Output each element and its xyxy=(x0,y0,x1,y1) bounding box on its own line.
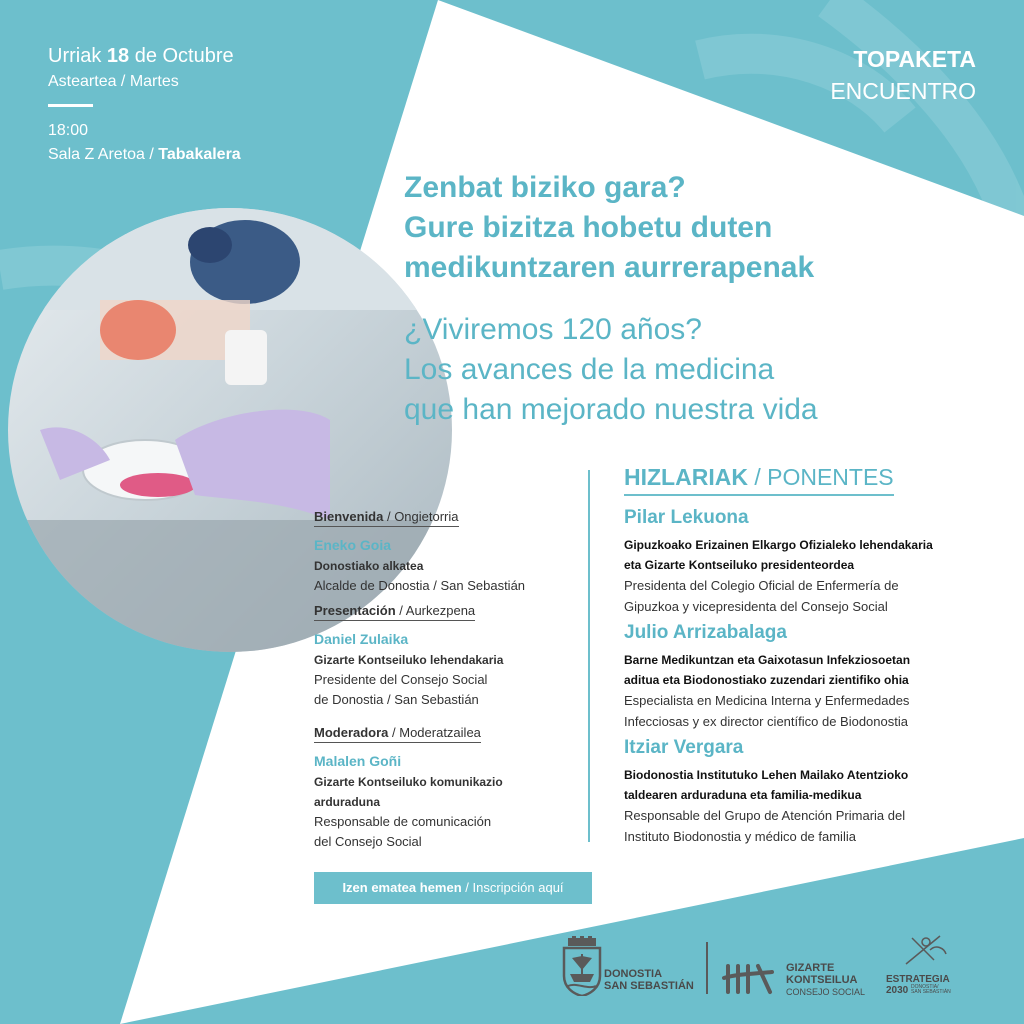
event-weekday: Asteartea / Martes xyxy=(48,73,179,90)
speaker-desc: Instituto Biodonostia y médico de familia xyxy=(624,829,856,844)
presenter-name: Daniel Zulaika xyxy=(314,631,409,647)
host-name: Eneko Goia xyxy=(314,537,392,553)
logo-divider xyxy=(706,942,708,994)
section-heading-rest: / Aurkezpena xyxy=(395,603,476,618)
event-kind-eu: TOPAKETA xyxy=(853,46,976,72)
register-label-rest: / Inscripción aquí xyxy=(461,880,564,895)
speaker-card xyxy=(624,507,933,617)
date-prefix: Urriak xyxy=(48,45,107,67)
estrategia-logo-year: 2030 xyxy=(886,985,909,996)
moderator-desc: del Consejo Social xyxy=(314,834,422,849)
speaker-desc: Infecciosas y ex director científico de Biodonostia xyxy=(624,714,908,729)
host-role: Donostiako alkatea xyxy=(314,559,424,573)
section-heading xyxy=(314,603,475,621)
speaker-role: Biodonostia Institutuko Lehen Mailako Atentzioko xyxy=(624,768,909,782)
speaker-role: Gipuzkoako Erizainen Elkargo Ofizialeko lehendakaria xyxy=(624,538,933,552)
moderator-name: Malalen Goñi xyxy=(314,753,402,769)
kontseilua-logo-line: KONTSEILUA xyxy=(786,974,858,986)
gizarte-kontseilua-icon xyxy=(722,958,778,998)
program-welcome xyxy=(314,508,525,596)
event-time: 18:00 xyxy=(48,122,89,139)
speaker-role: taldearen arduraduna eta familia-medikua xyxy=(624,788,862,802)
title-basque xyxy=(404,168,814,288)
kontseilua-logo-line: CONSEJO SOCIAL xyxy=(786,987,866,997)
speaker-card xyxy=(624,622,910,732)
speaker-role: eta Gizarte Kontseiluko presidenteordea xyxy=(624,558,855,572)
speakers-heading-rest: / PONENTES xyxy=(747,464,894,490)
program-moderator xyxy=(314,724,503,852)
estrategia-logo-city xyxy=(911,985,951,995)
speaker-desc: Responsable del Grupo de Atención Primaria del xyxy=(624,808,906,823)
title-spanish xyxy=(404,310,818,430)
title-es-line: ¿Viviremos 120 años? xyxy=(404,313,702,346)
column-divider xyxy=(588,470,590,842)
speaker-card xyxy=(624,737,908,847)
speaker-role: Barne Medikuntzan eta Gaixotasun Infekziosoetan xyxy=(624,653,911,667)
venue-place: Tabakalera xyxy=(158,146,241,163)
estrategia-logo-text xyxy=(886,974,951,996)
date-day: 18 xyxy=(106,45,130,67)
date-divider xyxy=(48,104,93,107)
speaker-desc: Presidenta del Colegio Oficial de Enfermería de xyxy=(624,578,899,593)
speaker-desc: Especialista en Medicina Interna y Enfermedades xyxy=(624,693,910,708)
kontseilua-logo-text xyxy=(786,962,865,998)
section-heading-rest: / Moderatzailea xyxy=(388,725,481,740)
host-desc: Alcalde de Donostia / San Sebastián xyxy=(314,578,526,593)
moderator-desc: Responsable de comunicación xyxy=(314,814,492,829)
speakers-heading xyxy=(624,464,894,496)
estrategia-figure-icon xyxy=(900,930,950,970)
speakers-heading-bold: HIZLARIAK xyxy=(624,464,748,490)
title-eu-line: medikuntzaren aurrerapenak xyxy=(404,251,815,284)
estrategia-city-line: SAN SEBASTIÁN xyxy=(911,989,951,996)
event-kind-es: ENCUENTRO xyxy=(830,78,976,104)
speaker-desc: Gipuzkoa y vicepresidenta del Consejo Social xyxy=(624,599,888,614)
title-es-line: que han mejorado nuestra vida xyxy=(404,393,818,426)
section-heading xyxy=(314,725,481,743)
donostia-logo-line: SAN SEBASTIÁN xyxy=(604,980,694,992)
speaker-name: Julio Arrizabalaga xyxy=(624,622,787,643)
donostia-logo-text xyxy=(604,968,694,992)
donostia-logo-line: DONOSTIA xyxy=(604,968,663,980)
program-presentation xyxy=(314,602,503,710)
estrategia-logo-line: ESTRATEGIA xyxy=(886,974,950,985)
date-suffix: de Octubre xyxy=(129,45,234,67)
moderator-role: Gizarte Kontseiluko komunikazio xyxy=(314,775,503,789)
section-heading-bold: Presentación xyxy=(314,603,396,618)
event-date xyxy=(48,44,234,68)
speaker-name: Itziar Vergara xyxy=(624,737,744,758)
title-eu-line: Zenbat biziko gara? xyxy=(404,171,686,204)
speaker-role: aditua eta Biodonostiako zuzendari zientifiko ohia xyxy=(624,673,909,687)
moderator-role: arduraduna xyxy=(314,795,381,809)
title-es-line: Los avances de la medicina xyxy=(404,353,775,386)
speaker-name: Pilar Lekuona xyxy=(624,507,749,528)
section-heading-bold: Moderadora xyxy=(314,725,389,740)
donostia-crest-logo xyxy=(560,936,610,996)
register-label-bold: Izen ematea hemen xyxy=(342,880,462,895)
section-heading-rest: / Ongietorria xyxy=(383,509,459,524)
presenter-role: Gizarte Kontseiluko lehendakaria xyxy=(314,653,504,667)
presenter-desc: de Donostia / San Sebastián xyxy=(314,692,479,707)
section-heading-bold: Bienvenida xyxy=(314,509,384,524)
register-button[interactable] xyxy=(314,872,592,904)
presenter-desc: Presidente del Consejo Social xyxy=(314,672,488,687)
estrategia-city-line: DONOSTIA/ xyxy=(911,984,939,991)
title-eu-line: Gure bizitza hobetu duten xyxy=(404,211,773,244)
event-venue xyxy=(48,146,241,164)
section-heading xyxy=(314,509,459,527)
venue-room: Sala Z Aretoa / xyxy=(48,146,159,163)
kontseilua-logo-line: GIZARTE xyxy=(786,962,835,974)
